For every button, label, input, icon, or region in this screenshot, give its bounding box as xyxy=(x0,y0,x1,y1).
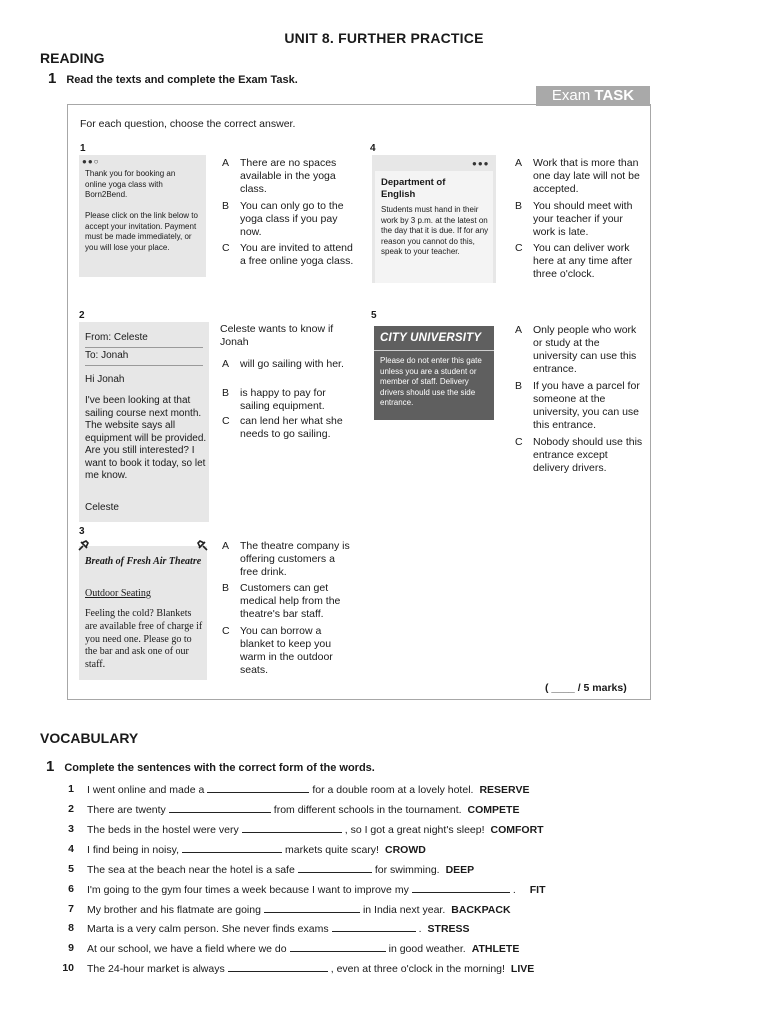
answer-blank[interactable] xyxy=(182,843,282,853)
q5-option-c[interactable] xyxy=(515,436,650,478)
q2-option-a[interactable] xyxy=(222,358,362,386)
option-text: is happy to pay for sailing equipment. xyxy=(240,387,326,412)
option-letter: C xyxy=(222,242,230,254)
q4-option-c[interactable] xyxy=(515,242,650,282)
sign-body: Please do not enter this gate unless you are a student or member of staff. Delivery drivers should use the side entrance. xyxy=(380,356,482,408)
email-body: I've been looking at that sailing course next month. The website says all equipment will be provided. Are you still interested? I want to book it today, so let me know. xyxy=(85,395,207,481)
sentence-end: in India next year. xyxy=(362,904,446,916)
city-university-sign xyxy=(374,326,494,420)
yoga-text-1: Thank you for booking an online yoga class with Born2Bend. xyxy=(85,169,176,200)
answer-blank[interactable] xyxy=(228,962,328,972)
exam-tab-label: Exam xyxy=(551,87,595,104)
option-text: The theatre company is offering customers a free drink. xyxy=(240,540,350,578)
department-inner-panel xyxy=(375,171,493,283)
department-notice-card xyxy=(372,155,496,283)
sentence-start: I find being in noisy, xyxy=(87,844,180,856)
question-number-2: 2 xyxy=(79,310,85,321)
item-number: 5 xyxy=(68,863,74,875)
q3-option-a[interactable] xyxy=(222,540,362,580)
sentence-end: , even at three o'clock in the morning! xyxy=(330,963,505,975)
task-tab-label: TASK xyxy=(594,87,635,104)
exam-intro: For each question, choose the correct answer. xyxy=(80,118,296,130)
root-word: CROWD xyxy=(384,844,426,856)
option-letter: A xyxy=(222,358,230,370)
option-letter: A xyxy=(222,157,230,169)
option-text: Work that is more than one day late will not be accepted. xyxy=(533,157,640,195)
sentence-end: for swimming. xyxy=(374,864,440,876)
option-letter: B xyxy=(222,387,230,399)
sign-title: CITY UNIVERSITY xyxy=(380,332,482,344)
q5-option-b[interactable] xyxy=(515,380,650,434)
option-text: Only people who work or study at the university can use this entrance. xyxy=(533,324,637,375)
sentence-start: There are twenty xyxy=(87,804,166,816)
item-number: 9 xyxy=(68,942,74,954)
option-letter: C xyxy=(515,242,523,254)
option-letter: A xyxy=(515,157,523,169)
vocab-item-6 xyxy=(50,883,750,899)
sentence-end: markets quite scary! xyxy=(285,844,379,856)
vocab-item-3 xyxy=(50,823,750,839)
item-number: 8 xyxy=(68,922,74,934)
sentence-end: for a double room at a lovely hotel. xyxy=(312,784,474,796)
unit-title: UNIT 8. FURTHER PRACTICE xyxy=(284,30,484,46)
vocab-item-9 xyxy=(50,942,750,958)
root-word: LIVE xyxy=(510,963,535,975)
q4-option-b[interactable] xyxy=(515,200,650,240)
instruction-number: 1 xyxy=(48,70,57,87)
marks-total: ( ____ / 5 marks) xyxy=(545,682,627,694)
option-text: will go sailing with her. xyxy=(240,358,344,370)
email-signature: Celeste xyxy=(85,502,119,513)
option-letter: B xyxy=(515,200,523,212)
theatre-notice-card xyxy=(79,546,207,680)
item-number: 4 xyxy=(68,843,74,855)
sentence-start: My brother and his flatmate are going xyxy=(87,904,261,916)
answer-blank[interactable] xyxy=(298,863,372,873)
answer-blank[interactable] xyxy=(290,942,386,952)
theatre-body: Feeling the cold? Blankets are available free of charge if you need one. Please go to the bar and ask one of our staff. xyxy=(85,608,203,671)
root-word: BACKPACK xyxy=(451,904,511,916)
option-text: If you have a parcel for someone at the university, you can use this entrance. xyxy=(533,380,640,431)
vocabulary-heading: VOCABULARY xyxy=(40,730,139,746)
sentence-end: . xyxy=(418,923,422,935)
q1-option-c[interactable] xyxy=(222,242,362,282)
sentence-end: . xyxy=(512,884,516,896)
item-number: 3 xyxy=(68,823,74,835)
answer-blank[interactable] xyxy=(412,883,510,893)
item-number: 1 xyxy=(68,783,74,795)
theatre-subtitle: Outdoor Seating xyxy=(85,588,151,599)
root-word: COMPETE xyxy=(467,804,520,816)
option-text: Customers can get medical help from the theatre's bar staff. xyxy=(240,582,341,620)
option-letter: B xyxy=(222,200,230,212)
sentence-start: At our school, we have a field where we do xyxy=(87,943,287,955)
pushpin-icon xyxy=(197,540,209,552)
answer-blank[interactable] xyxy=(332,922,416,932)
exam-task-tab xyxy=(536,86,650,106)
q2-option-c[interactable] xyxy=(222,415,362,443)
question-number-1: 1 xyxy=(80,143,86,154)
root-word: RESERVE xyxy=(479,784,530,796)
q3-option-b[interactable] xyxy=(222,582,362,622)
email-greeting: Hi Jonah xyxy=(85,374,125,385)
option-text: You can borrow a blanket to keep you warm in the outdoor seats. xyxy=(240,625,333,676)
reading-instruction xyxy=(48,70,298,87)
answer-blank[interactable] xyxy=(242,823,342,833)
q2-stem: Celeste wants to know if Jonah xyxy=(220,323,334,348)
option-letter: B xyxy=(515,380,523,392)
option-text: You can only go to the yoga class if you pay now. xyxy=(240,200,344,238)
sentence-end: from different schools in the tournament. xyxy=(273,804,462,816)
option-text: can lend her what she needs to go sailing. xyxy=(240,415,343,440)
vocab-item-10 xyxy=(50,962,750,978)
question-number-3: 3 xyxy=(79,526,85,537)
item-number: 10 xyxy=(62,962,74,974)
q1-option-b[interactable] xyxy=(222,200,362,240)
root-word: FIT xyxy=(529,884,546,896)
email-to: To: Jonah xyxy=(85,350,203,366)
question-number-4: 4 xyxy=(370,143,376,154)
item-number: 6 xyxy=(68,883,74,895)
vocab-item-8 xyxy=(50,922,750,938)
root-word: COMFORT xyxy=(490,824,544,836)
option-text: You should meet with your teacher if your work is late. xyxy=(533,200,633,238)
answer-blank[interactable] xyxy=(264,903,360,913)
sentence-start: I went online and made a xyxy=(87,784,205,796)
instruction-text: Complete the sentences with the correct form of the words. xyxy=(64,762,375,774)
option-letter: C xyxy=(222,415,230,427)
department-body: Students must hand in their work by 3 p.m. at the latest on the day that it is due. If for any reason you cannot do this, speak to your teacher. xyxy=(381,205,489,257)
option-text: You are invited to attend a free online yoga class. xyxy=(240,242,354,267)
item-number: 2 xyxy=(68,803,74,815)
instruction-number: 1 xyxy=(46,758,55,775)
option-text: Nobody should use this entrance except delivery drivers. xyxy=(533,436,643,474)
root-word: ATHLETE xyxy=(471,943,520,955)
vocab-item-4 xyxy=(50,843,750,859)
q1-option-a[interactable] xyxy=(222,157,362,195)
q5-option-a[interactable] xyxy=(515,324,650,378)
answer-blank[interactable] xyxy=(169,803,271,813)
option-letter: A xyxy=(222,540,230,552)
window-dots-icon: ●●○ xyxy=(82,157,100,166)
option-text: You can deliver work here at any time after three o'clock. xyxy=(533,242,633,280)
yoga-text-2: Please click on the link below to accept your invitation. Payment must be made immediately, or you will lose your place. xyxy=(85,211,198,252)
question-number-5: 5 xyxy=(371,310,377,321)
vocab-item-2 xyxy=(50,803,750,819)
option-letter: C xyxy=(222,625,230,637)
instruction-text: Read the texts and complete the Exam Task. xyxy=(66,74,298,86)
option-letter: A xyxy=(515,324,523,336)
sentence-end: , so I got a great night's sleep! xyxy=(344,824,485,836)
email-card xyxy=(79,322,209,522)
item-number: 7 xyxy=(68,903,74,915)
sentence-start: The 24-hour market is always xyxy=(87,963,225,975)
option-text: There are no spaces available in the yoga class. xyxy=(240,157,337,195)
theatre-title: Breath of Fresh Air Theatre xyxy=(84,556,202,567)
department-title: Department of English xyxy=(381,177,446,200)
vocabulary-instruction xyxy=(46,758,375,775)
root-word: STRESS xyxy=(427,923,470,935)
email-from: From: Celeste xyxy=(85,332,203,348)
q2-option-b[interactable] xyxy=(222,387,362,415)
option-letter: C xyxy=(515,436,523,448)
reading-heading: READING xyxy=(40,50,105,66)
sentence-start: The sea at the beach near the hotel is a safe xyxy=(87,864,295,876)
yoga-notice-card xyxy=(79,155,206,277)
vocab-item-7 xyxy=(50,903,750,919)
sign-divider xyxy=(374,350,494,351)
answer-blank[interactable] xyxy=(207,783,309,793)
q4-option-a[interactable] xyxy=(515,157,650,197)
sentence-start: I'm going to the gym four times a week because I want to improve my xyxy=(87,884,409,896)
sentence-end: in good weather. xyxy=(388,943,466,955)
pushpin-icon xyxy=(77,540,89,552)
q3-option-c[interactable] xyxy=(222,625,362,679)
sentence-start: The beds in the hostel were very xyxy=(87,824,239,836)
root-word: DEEP xyxy=(445,864,475,876)
vocab-item-1 xyxy=(50,783,750,799)
option-letter: B xyxy=(222,582,230,594)
window-dots-icon: ●●● xyxy=(472,159,490,168)
sentence-start: Marta is a very calm person. She never finds exams xyxy=(87,923,329,935)
vocab-item-5 xyxy=(50,863,750,879)
